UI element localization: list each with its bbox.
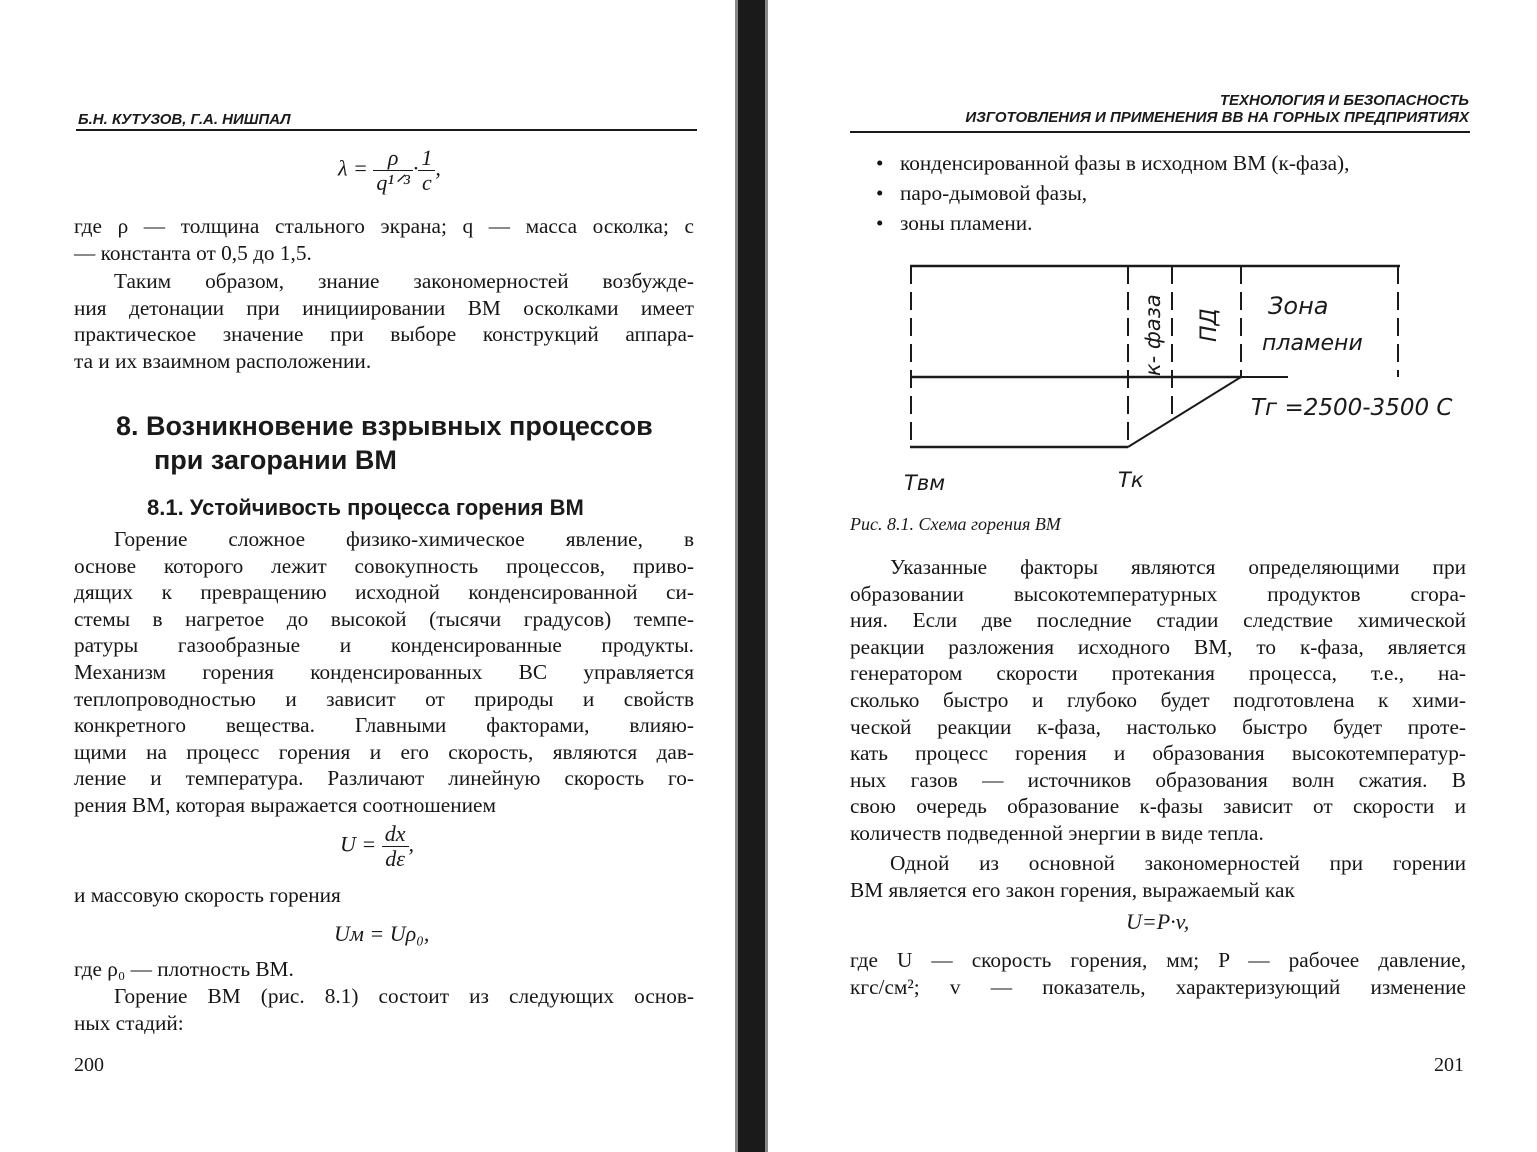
text-line: ния детонации при инициировании ВМ осколками имеет (74, 295, 694, 320)
text-line: стемы в нагретое до высокой (тысячи градусов) темпе- (74, 606, 694, 631)
formula-tail: , (435, 155, 441, 181)
text-line: ния. Если две последние стадии следствие химической (850, 608, 1466, 633)
text-line: ВМ является его закон горения, выражаемый как (850, 877, 1295, 902)
text-line: та и их взаимном расположении. (74, 348, 372, 373)
text-line: Механизм горения конденсированных ВС управляется (74, 659, 694, 684)
text-line: ратуры газообразные и конденсированные продукты. (74, 633, 694, 658)
text-line: ческой реакции к-фаза, настолько быстро будет проте- (850, 714, 1466, 739)
running-head-line: ТЕХНОЛОГИЯ И БЕЗОПАСНОСТЬ (1219, 92, 1469, 109)
text-line: генератором скорости протекания процесса, т.е., на- (850, 661, 1466, 686)
diagram-label-kfaza: к- фаза (1141, 294, 1165, 376)
fraction-rho-q (373, 146, 413, 195)
paragraph-law (850, 850, 1466, 903)
paragraph-factors (850, 554, 1466, 847)
text-line: сколько быстро и глубоко будет подготовлена к хими- (850, 687, 1466, 712)
text-density (74, 956, 694, 983)
text-line: Горение сложное физико-химическое явление, в (114, 527, 694, 551)
text-line: свою очередь образование к-фазы зависит от скорости и (850, 794, 1466, 819)
paragraph-where-rho (74, 213, 694, 266)
diagram-label-pd: ПД (1197, 308, 1222, 342)
fraction-denominator: c (422, 170, 432, 195)
section-heading (116, 409, 653, 477)
text-line: Одной из основной закономерностей при горении (890, 851, 1466, 875)
running-head-line: ИЗГОТОВЛЕНИЯ И ПРИМЕНЕНИЯ ВВ НА ГОРНЫХ ПРЕДПРИЯТИЯХ (965, 109, 1469, 126)
text-line: ных стадий: (74, 1010, 184, 1035)
diagram-label-tvm: Твм (904, 471, 946, 495)
diagram-label-tg: Тг =2500-3500 С (1251, 395, 1453, 421)
diagram-label-tk: Тк (1118, 468, 1144, 492)
text-line: Горение ВМ (рис. 8.1) состоит из следующих основ- (114, 984, 694, 1008)
multiply-dot: · (412, 155, 419, 181)
paragraph-stages (74, 983, 694, 1036)
spine-edge (735, 0, 738, 1152)
text-line: практическое значение при выборе конструкций аппара- (74, 322, 694, 347)
right-page (768, 0, 1537, 1152)
paragraph-burning (74, 526, 694, 819)
figure-caption: Рис. 8.1. Схема горения ВМ (850, 514, 1061, 534)
stage-list-item: • конденсированной фазы в исходном ВМ (к-фаза), (872, 148, 1349, 178)
fraction-numerator: 1 (418, 146, 435, 171)
text-line: кать процесс горения и образования высокотемператур- (850, 741, 1466, 766)
text-line: ных газов — источников образования волн сжатия. В (850, 767, 1466, 792)
left-running-head: Б.Н. КУТУЗОВ, Г.А. НИШПАЛ (78, 111, 291, 128)
text-line: где ρ₀ — плотность ВМ. (74, 957, 294, 981)
text-line: ление и температура. Различают линейную скорость го- (74, 766, 694, 791)
stage-list-item: • зоны пламени. (872, 208, 1349, 238)
left-header-rule (76, 129, 697, 131)
text-line: щими на процесс горения и его скорость, являются дав- (74, 739, 694, 764)
text-line: кгс/см²; v — показатель, характеризующий изменение (850, 974, 1466, 999)
page-number-left: 200 (74, 1054, 104, 1076)
fraction-denominator: dε (385, 846, 405, 871)
fraction-denominator: q¹ᐟ³ (376, 170, 410, 195)
text-line: конкретного вещества. Главными факторами, влияю- (74, 713, 694, 738)
fraction-dx-de (382, 822, 409, 871)
text-line: дящих к превращению исходной конденсированной си- (74, 580, 694, 605)
paragraph-thus (74, 268, 694, 374)
fraction-numerator: ρ (373, 146, 413, 171)
formula-lambda (338, 146, 441, 195)
left-page (0, 0, 735, 1152)
text-line: Таким образом, знание закономерностей возбужде- (114, 269, 694, 293)
diagram-label-flame: пламени (1262, 331, 1363, 356)
fraction-one-c (418, 146, 435, 195)
formula-mass-rate: Uм = Uρ₀, (334, 921, 430, 946)
text-line: теплопроводностью и зависит от природы и свойств (74, 686, 694, 711)
subsection-heading: 8.1. Устойчивость процесса горения ВМ (147, 495, 584, 520)
text-line: где U — скорость горения, мм; P — рабочее давление, (850, 948, 1466, 972)
text-line: Указанные факторы являются определяющими при (890, 555, 1466, 579)
text-line: — константа от 0,5 до 1,5. (74, 240, 312, 265)
text-line: количеств подведенной энергии в виде тепла. (850, 820, 1264, 845)
text-line: и массовую скорость горения (74, 883, 341, 907)
stage-list-item: • паро-дымовой фазы, (872, 178, 1349, 208)
section-heading-line: 8. Возникновение взрывных процессов (116, 411, 653, 441)
diagram-label-zona: Зона (1268, 292, 1329, 320)
text-line: основе которого лежит совокупность процессов, приво- (74, 553, 694, 578)
combustion-diagram (768, 0, 1537, 520)
formula-tail: , (408, 831, 414, 857)
formula-lambda-lhs: λ = (338, 155, 368, 181)
section-heading-line: при загорании ВМ (154, 445, 397, 475)
paragraph-where-u (850, 947, 1466, 1000)
page-number-right: 201 (1434, 1054, 1464, 1076)
formula-burning-law: U=P·v, (1126, 909, 1190, 934)
text-mass-rate (74, 882, 694, 909)
text-line: образовании высокотемпературных продуктов сгора- (850, 581, 1466, 606)
book-spine (735, 0, 768, 1152)
text-line: рения ВМ, которая выражается соотношением (74, 792, 496, 817)
formula-u-lhs: U = (340, 831, 377, 857)
formula-linear-rate (340, 822, 414, 871)
text-line: где ρ — толщина стального экрана; q — масса осколка; c (74, 214, 694, 238)
text-line: реакции разложения исходного ВМ, то к-фаза, является (850, 634, 1466, 659)
fraction-numerator: dx (382, 822, 409, 847)
